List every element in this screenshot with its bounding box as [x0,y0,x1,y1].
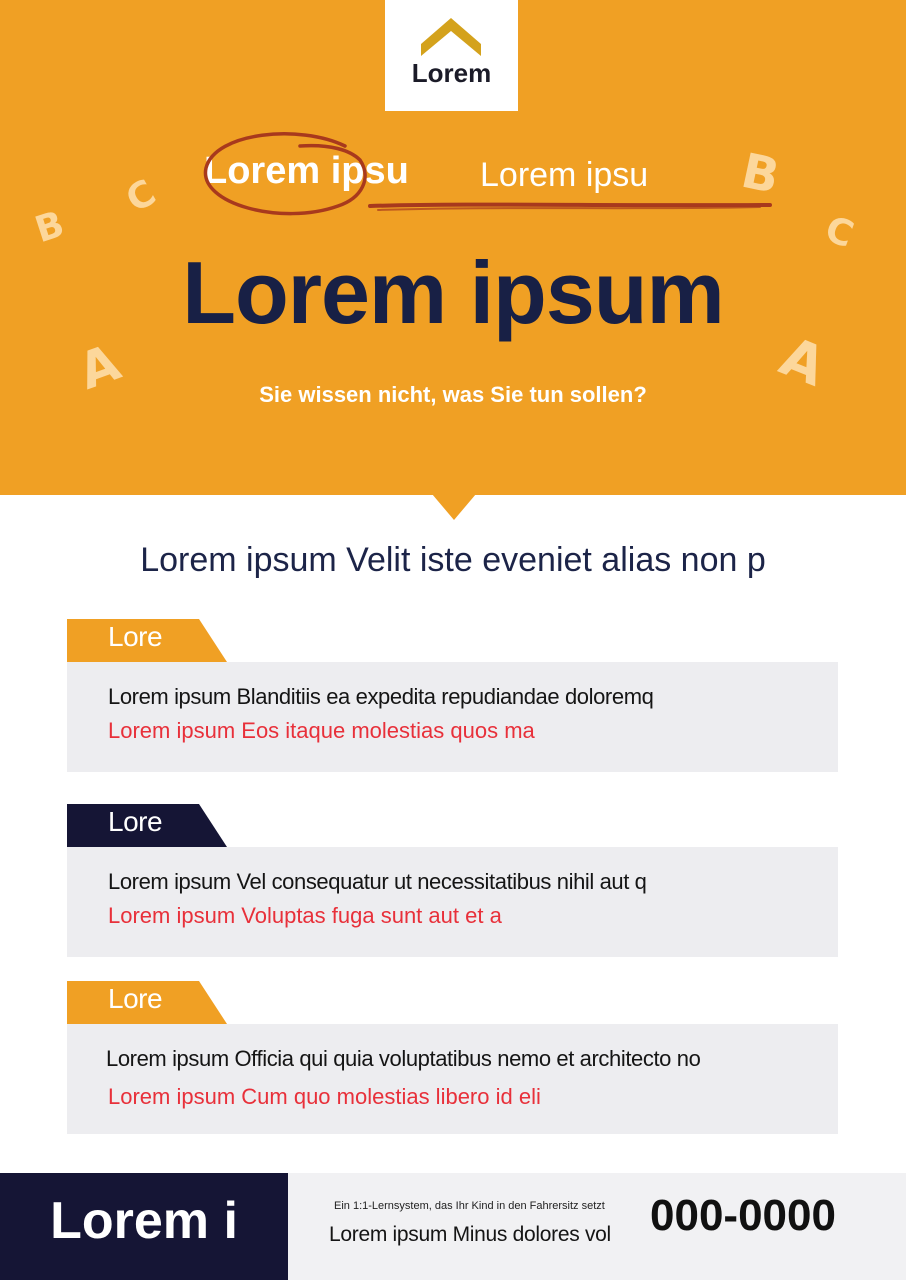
hero-banner [0,0,906,495]
footer-text: Lorem ipsum Minus dolores vol [329,1223,611,1246]
deco-letter-c-left: C [119,172,163,221]
card-tab-label: Lore [108,983,163,1014]
roof-chevron-icon [421,18,481,56]
footer-small-text: Ein 1:1-Lernsystem, das Ihr Kind in den Fahrersitz setzt [334,1200,605,1212]
footer-contact-block [288,1173,906,1280]
card-tab-label: Lore [108,806,163,837]
card-highlight-text: Lorem ipsum Voluptas fuga sunt aut et a [108,903,502,928]
section-heading: Lorem ipsum Velit iste eveniet alias non p [140,541,766,579]
logo[interactable] [385,0,518,111]
card-text: Lorem ipsum Blanditiis ea expedita repudiandae doloremq [108,684,654,709]
hero-title: Lorem ipsum [182,243,724,342]
deco-letter-c-right: C [819,208,859,257]
info-card [67,804,838,957]
phone-number[interactable]: 000-0000 [650,1191,836,1240]
card-highlight-text: Lorem ipsum Cum quo molestias libero id eli [108,1084,541,1109]
hero-subtitle-light: Lorem ipsu [480,156,649,194]
card-text: Lorem ipsum Officia qui quia voluptatibus nemo et architecto no [106,1046,701,1071]
hero-subtitle-bold: Lorem ipsu [204,150,409,192]
deco-letter-b-right: B [736,142,785,206]
logo-text: Lorem [411,58,492,88]
card-highlight-text: Lorem ipsum Eos itaque molestias quos ma [108,718,535,743]
card-tab [67,981,227,1024]
card-text: Lorem ipsum Vel consequatur ut necessitatibus nihil aut q [108,869,647,894]
deco-letter-b-left: B [30,203,70,252]
footer-brand-block [0,1173,288,1280]
card-tab [67,804,227,847]
hero-tagline: Sie wissen nicht, was Sie tun sollen? [259,382,647,407]
deco-letter-a-right: A [771,324,835,399]
deco-letter-a-left: A [71,333,128,401]
card-tab [67,619,227,662]
card-body [67,1024,838,1134]
info-card [67,981,838,1134]
card-tab-label: Lore [108,621,163,652]
card-body [67,847,838,957]
card-body [67,662,838,772]
info-card [67,619,838,772]
hero-pointer-arrow [432,494,476,520]
footer-brand: Lorem i [50,1192,238,1250]
